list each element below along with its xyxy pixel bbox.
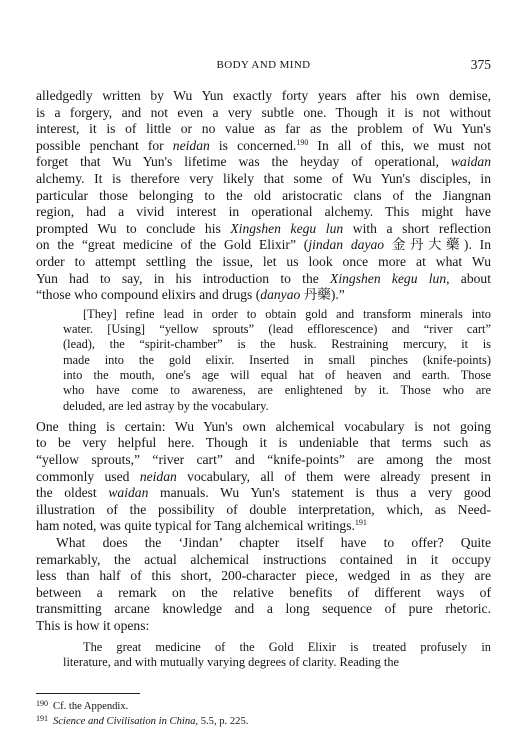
text-run: , about xyxy=(446,270,492,286)
footnote: 190 Cf. the Appendix. xyxy=(36,699,129,712)
text-run: commonly used xyxy=(36,468,140,484)
text-line: region, had a vivid interest in operational alchemy. This might have xyxy=(36,204,491,220)
text-line: alchemy. It is therefore very likely that some of Wu Yun's disciples, in xyxy=(36,170,491,186)
footnotes xyxy=(36,693,491,729)
text-line: transmitting arcane knowledge and a long sequence of pure rhetoric. xyxy=(36,601,491,617)
italic-term: waidan xyxy=(108,485,149,501)
italic-term: neidan xyxy=(139,468,177,484)
text-run: on the “great medicine of the Gold Elixir” ( xyxy=(36,237,309,253)
page-header xyxy=(36,57,491,75)
text-line: is a forgery, and not even a very subtle one. Though it is not without xyxy=(36,104,491,120)
text-run: manuals. Wu Yun's statement is thus a very good xyxy=(148,485,491,501)
text-line: literature, and with mutually varying degrees of clarity. Reading the xyxy=(63,654,400,669)
italic-term: waidan xyxy=(450,154,491,170)
italic-term: Xingshen kegu lun xyxy=(230,220,344,236)
text-line xyxy=(36,221,491,238)
text-run: Cf. the Appendix. xyxy=(53,701,129,712)
footnote-ref[interactable]: 191 xyxy=(354,518,367,528)
text-line xyxy=(36,154,491,171)
text-line: to be very helpful here. Though it is undeniable that terms such as xyxy=(36,435,491,451)
body-text xyxy=(36,88,491,670)
italic-term: Science and Civilisation in China xyxy=(53,716,196,727)
text-line: interest, it is of little or no value as far as the problem of Wu Yun's xyxy=(36,121,491,137)
text-line: “yellow sprouts,” “river cart” and “knife-points” are among the most xyxy=(36,451,491,467)
text-run: the oldest xyxy=(36,485,109,501)
text-run: ham noted, was quite typical for Tang alchemical writings. xyxy=(36,518,355,534)
text-run: 丹藥).” xyxy=(300,287,345,303)
italic-term: Xingshen kegu lun xyxy=(330,270,447,286)
text-line: between a remark on the relative benefits of different ways of xyxy=(36,584,491,600)
text-line: The great medicine of the Gold Elixir is treated profusely in xyxy=(83,639,491,654)
text-line: order to attempt settling the issue, let us look once more at what Wu xyxy=(36,253,491,269)
text-line xyxy=(36,237,491,254)
text-line xyxy=(36,485,491,502)
footnote-ref[interactable]: 190 xyxy=(296,137,309,147)
text-run: “those who compound elixirs and drugs ( xyxy=(36,287,261,303)
paragraph xyxy=(36,88,491,304)
block-quote xyxy=(63,640,491,671)
block-quote xyxy=(63,307,491,414)
text-line: alledgedly written by Wu Yun exactly forty years after his own demise, xyxy=(36,88,491,103)
text-line: water. [Using] “yellow sprouts” (lead efflorescence) and “river cart” xyxy=(63,322,491,337)
text-run: with a short reflection xyxy=(343,220,492,236)
text-line: deluded, are led astray by the vocabulary. xyxy=(63,398,269,413)
running-title: BODY AND MIND xyxy=(216,59,311,71)
text-run: In all of this, we must not xyxy=(308,137,491,153)
italic-term: danyao xyxy=(260,287,301,303)
italic-term: jindan dayao xyxy=(308,237,385,253)
text-run: vocabulary, all of them were already present in xyxy=(176,468,491,484)
text-line: illustration of the possibility of double interpretation, which, as Need- xyxy=(36,501,491,517)
text-line: [They] refine lead in order to obtain gold and transform minerals into xyxy=(83,306,491,321)
text-line: What does the ‘Jindan’ chapter itself have to offer? Quite xyxy=(56,534,491,550)
text-line xyxy=(36,271,491,288)
text-run: Yun had to say, in his introduction to the xyxy=(36,270,331,286)
text-line: (lead), the “spirit-chamber” is the husk. Restraining mercury, it is xyxy=(63,337,491,352)
text-line: One thing is certain: Wu Yun's own alchemical vocabulary is not going xyxy=(36,418,491,434)
text-run: is concerned. xyxy=(209,137,297,153)
text-line: into the mouth, one's age will equal hat of heaven and earth. Those xyxy=(63,367,491,382)
text-run: 金丹大藥). In xyxy=(384,237,491,253)
footnote-rule xyxy=(36,693,140,694)
paragraph xyxy=(36,419,491,535)
page-number: 375 xyxy=(470,57,491,72)
text-run: , 5.5, p. 225. xyxy=(195,716,249,727)
text-run: forget that Wu Yun's lifetime was the heyday of operational, xyxy=(36,154,451,170)
text-line: remarkably, the actual alchemical instructions contained in it occupy xyxy=(36,551,491,567)
footnote: 191 Science and Civilisation in China, 5.5, p. 225. xyxy=(36,714,249,727)
text-line: This is how it opens: xyxy=(36,617,150,633)
text-run: prompted Wu to conclude his xyxy=(36,220,231,236)
text-line xyxy=(36,287,491,304)
text-run: possible penchant for xyxy=(36,137,173,153)
paragraph xyxy=(36,535,491,635)
text-line: particular those belonging to the old aristocratic clans of the Jiangnan xyxy=(36,187,491,203)
text-line xyxy=(36,469,491,486)
text-line: who have come to awareness, are enlightened by it. Those who are xyxy=(63,383,491,398)
italic-term: neidan xyxy=(172,137,210,153)
text-line xyxy=(36,138,491,155)
text-line: less than half of this short, 200-character piece, wedged in as they are xyxy=(36,568,491,584)
text-line xyxy=(36,518,491,535)
text-line: made into the gold elixir. Inserted in small pinches (knife-points) xyxy=(63,352,491,367)
